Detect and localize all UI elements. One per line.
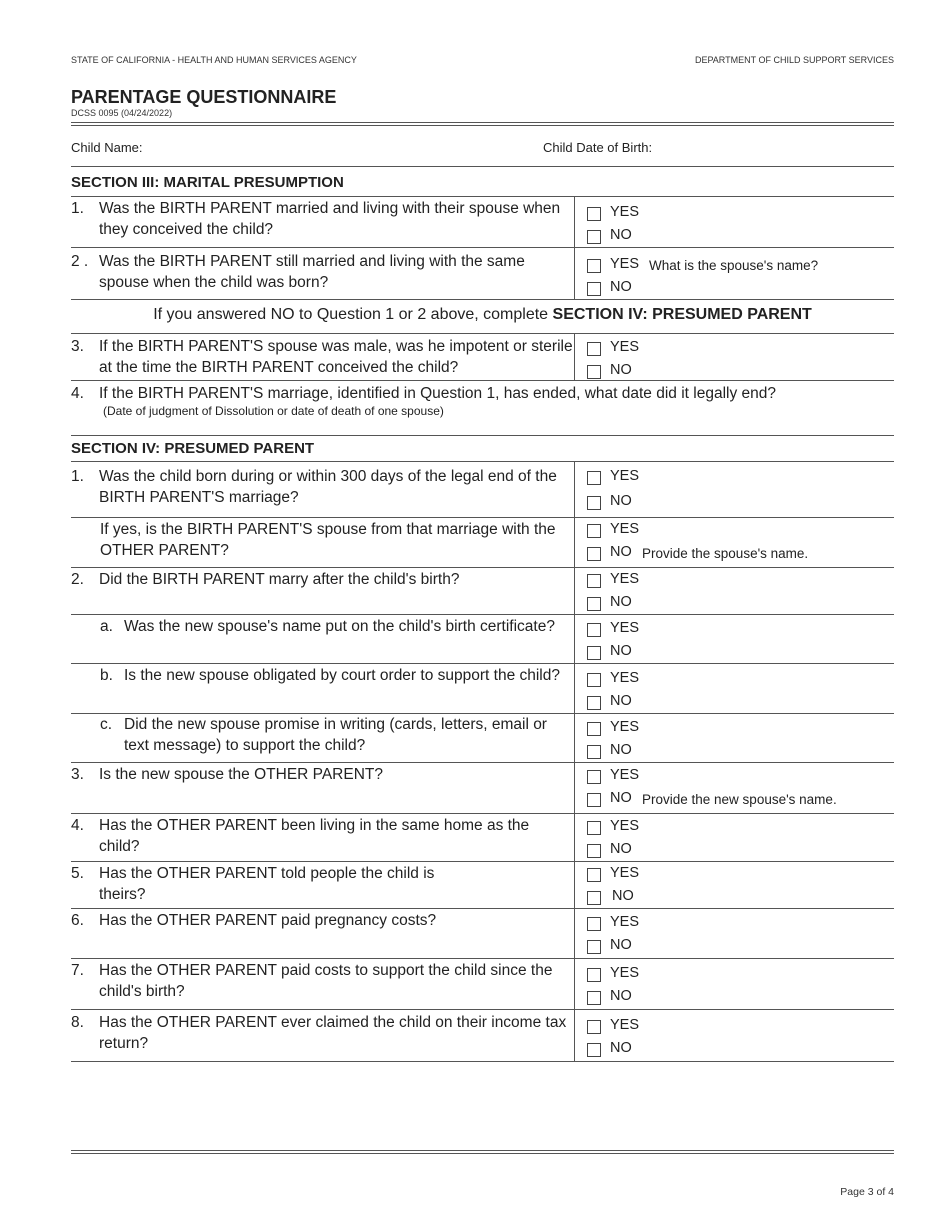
department-name: DEPARTMENT OF CHILD SUPPORT SERVICES <box>694 55 894 65</box>
question-number: 3. <box>71 338 84 355</box>
section-3-title: SECTION III: MARITAL PRESUMPTION <box>71 174 344 191</box>
yes-label: YES <box>610 719 640 735</box>
page-number: Page 3 of 4 <box>840 1186 894 1198</box>
question-number: 6. <box>71 912 84 929</box>
yes-checkbox[interactable] <box>587 868 601 882</box>
no-label: NO <box>610 643 632 659</box>
yes-label: YES <box>610 256 640 272</box>
no-label: NO <box>610 544 632 560</box>
question-text: Did the BIRTH PARENT marry after the child's birth? <box>99 571 460 588</box>
no-checkbox[interactable] <box>587 940 601 954</box>
yes-checkbox[interactable] <box>587 471 601 485</box>
yes-checkbox[interactable] <box>587 968 601 982</box>
question-4-note: (Date of judgment of Dissolution or date of death of one spouse) <box>103 404 444 418</box>
s4-question-1-followup <box>71 518 894 568</box>
yes-checkbox[interactable] <box>587 259 601 273</box>
no-checkbox[interactable] <box>587 991 601 1005</box>
section-4-title: SECTION IV: PRESUMED PARENT <box>71 440 315 457</box>
s4-question-2b <box>71 664 894 714</box>
yes-label: YES <box>610 670 640 686</box>
question-number: 2. <box>71 571 84 588</box>
yes-label: YES <box>610 620 640 636</box>
question-text: Was the BIRTH PARENT married and living with their spouse when they conceived the child? <box>99 200 561 238</box>
yes-checkbox[interactable] <box>587 722 601 736</box>
question-text: Was the child born during or within 300 days of the legal end of the BIRTH PARENT'S marriage? <box>99 468 557 506</box>
no-label: NO <box>612 888 634 904</box>
yes-checkbox[interactable] <box>587 342 601 356</box>
no-checkbox[interactable] <box>587 282 601 296</box>
no-label: NO <box>610 1040 632 1056</box>
form-title: PARENTAGE QUESTIONNAIRE <box>71 87 337 107</box>
s4-question-5 <box>71 862 894 909</box>
question-text: Was the new spouse's name put on the child's birth certificate? <box>124 618 555 635</box>
s4-question-8 <box>71 1010 894 1062</box>
s4-question-1 <box>71 462 894 518</box>
question-number: 4. <box>71 817 84 834</box>
s4-question-7 <box>71 959 894 1010</box>
question-text: Has the OTHER PARENT been living in the same home as the child? <box>99 817 530 855</box>
no-label: NO <box>610 227 632 243</box>
agency-name: STATE OF CALIFORNIA - HEALTH AND HUMAN SERVICES AGENCY <box>71 55 357 65</box>
child-name-label: Child Name: <box>71 140 143 155</box>
s4-question-3 <box>71 763 894 814</box>
instruction-section-ref: SECTION IV: PRESUMED PARENT <box>552 306 812 323</box>
no-checkbox[interactable] <box>587 597 601 611</box>
question-number: 8. <box>71 1014 84 1031</box>
question-number: 7. <box>71 962 84 979</box>
form-number: DCSS 0095 (04/24/2022) <box>71 108 173 118</box>
no-label: NO <box>610 937 632 953</box>
question-text: Is the new spouse obligated by court order to support the child? <box>124 667 560 684</box>
header-divider <box>71 122 894 126</box>
s3-question-2 <box>71 248 894 300</box>
question-text: Has the OTHER PARENT ever claimed the child on their income tax return? <box>99 1014 567 1052</box>
question-number: 1. <box>71 200 84 217</box>
child-dob-label: Child Date of Birth: <box>543 140 653 155</box>
question-text: Is the new spouse the OTHER PARENT? <box>99 766 383 783</box>
yes-checkbox[interactable] <box>587 1020 601 1034</box>
yes-label: YES <box>610 914 640 930</box>
no-label: NO <box>610 279 632 295</box>
question-text: If yes, is the BIRTH PARENT'S spouse from that marriage with the OTHER PARENT? <box>100 521 556 559</box>
instruction-text: If you answered NO to Question 1 or 2 above, complete <box>153 306 553 323</box>
yes-label: YES <box>610 521 640 537</box>
s4-question-2a <box>71 615 894 664</box>
yes-label: YES <box>610 865 640 881</box>
no-checkbox[interactable] <box>587 646 601 660</box>
s4-question-6 <box>71 909 894 959</box>
no-checkbox[interactable] <box>587 745 601 759</box>
question-text: Has the OTHER PARENT paid pregnancy costs? <box>99 912 437 929</box>
yes-label: YES <box>610 339 640 355</box>
provide-spouse-name-prompt: Provide the spouse's name. <box>642 546 809 561</box>
section-4-instruction <box>71 306 894 324</box>
s4-question-4 <box>71 814 894 862</box>
no-checkbox[interactable] <box>587 496 601 510</box>
no-checkbox[interactable] <box>587 1043 601 1057</box>
no-label: NO <box>610 841 632 857</box>
yes-checkbox[interactable] <box>587 623 601 637</box>
s3-question-1 <box>71 197 894 248</box>
s4-question-2c <box>71 714 894 763</box>
question-text: If the BIRTH PARENT'S marriage, identified in Question 1, has ended, what date did it legally end? <box>99 385 777 402</box>
question-text: Has the OTHER PARENT told people the child is theirs? <box>99 865 435 903</box>
no-checkbox[interactable] <box>587 844 601 858</box>
yes-checkbox[interactable] <box>587 673 601 687</box>
yes-checkbox[interactable] <box>587 917 601 931</box>
provide-new-spouse-name-prompt: Provide the new spouse's name. <box>642 792 837 807</box>
no-checkbox[interactable] <box>587 891 601 905</box>
yes-checkbox[interactable] <box>587 770 601 784</box>
yes-label: YES <box>610 767 640 783</box>
no-label: NO <box>610 693 632 709</box>
question-number: 2 . <box>71 253 89 270</box>
no-label: NO <box>610 493 632 509</box>
spouse-name-prompt: What is the spouse's name? <box>649 258 819 273</box>
no-checkbox[interactable] <box>587 696 601 710</box>
question-text: Has the OTHER PARENT paid costs to support the child since the child's birth? <box>99 962 553 1000</box>
question-number: a. <box>100 618 113 635</box>
no-checkbox[interactable] <box>587 793 601 807</box>
s3-question-3 <box>71 334 894 381</box>
question-text: Was the BIRTH PARENT still married and living with the same spouse when the child was born? <box>99 253 525 291</box>
question-number: c. <box>100 716 113 733</box>
yes-label: YES <box>610 468 640 484</box>
s4-question-2 <box>71 568 894 615</box>
no-checkbox[interactable] <box>587 230 601 244</box>
question-number: 3. <box>71 766 84 783</box>
no-label: NO <box>610 988 632 1004</box>
child-info-divider <box>71 166 894 167</box>
no-label: NO <box>610 594 632 610</box>
no-label: NO <box>610 790 632 806</box>
question-text: Did the new spouse promise in writing (cards, letters, email or text message) to support the child? <box>124 716 547 754</box>
footer-divider <box>71 1150 894 1154</box>
yes-checkbox[interactable] <box>587 207 601 221</box>
no-label: NO <box>610 742 632 758</box>
yes-label: YES <box>610 965 640 981</box>
question-number: 4. <box>71 385 84 402</box>
no-checkbox[interactable] <box>587 365 601 379</box>
yes-label: YES <box>610 1017 640 1033</box>
no-checkbox[interactable] <box>587 547 601 561</box>
question-number: b. <box>100 667 113 684</box>
yes-checkbox[interactable] <box>587 821 601 835</box>
yes-label: YES <box>610 818 640 834</box>
question-text: If the BIRTH PARENT'S spouse was male, was he impotent or sterile at the time the BIRTH PARENT conceived the child? <box>99 338 573 376</box>
no-label: NO <box>610 362 632 378</box>
yes-checkbox[interactable] <box>587 574 601 588</box>
question-number: 1. <box>71 468 84 485</box>
section-4-top-divider <box>71 435 894 436</box>
yes-checkbox[interactable] <box>587 524 601 538</box>
question-number: 5. <box>71 865 84 882</box>
yes-label: YES <box>610 204 640 220</box>
yes-label: YES <box>610 571 640 587</box>
